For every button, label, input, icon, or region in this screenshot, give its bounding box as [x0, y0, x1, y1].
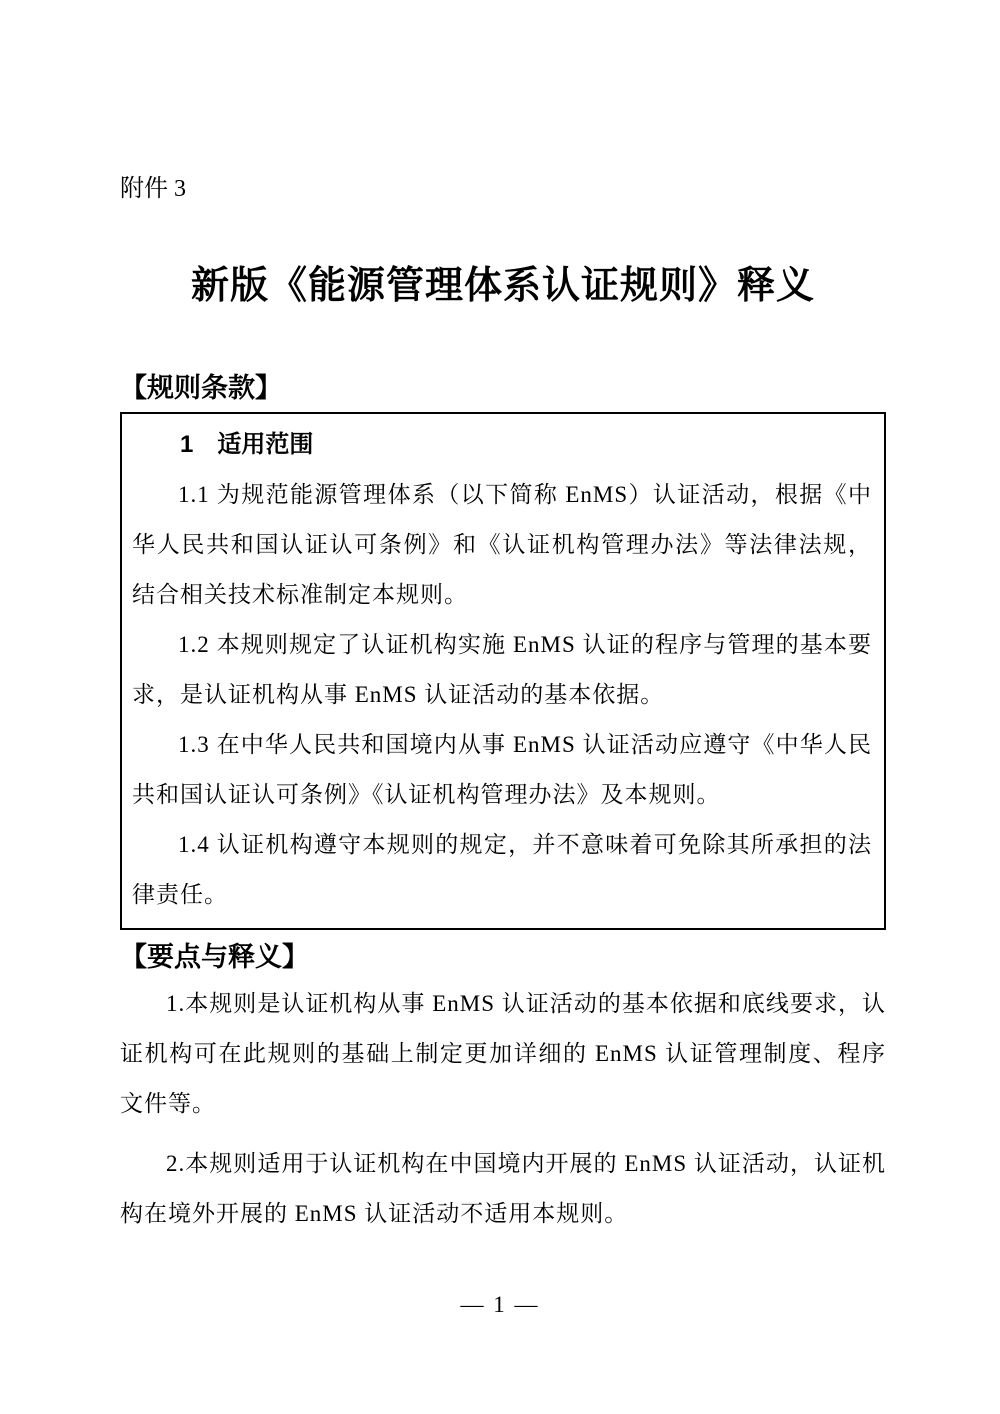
clause-1-4: 1.4 认证机构遵守本规则的规定，并不意味着可免除其所承担的法律责任。	[132, 832, 872, 908]
page-number: — 1 —	[460, 1292, 540, 1317]
clause-1-3: 1.3 在中华人民共和国境内从事 EnMS 认证活动应遵守《中华人民共和国认证认可条例》《认证机构管理办法》及本规则。	[132, 732, 872, 808]
interpretation-paragraph-1: 1.本规则是认证机构从事 EnMS 认证活动的基本依据和底线要求，认证机构可在此规则的基础上制定更加详细的 EnMS 认证管理制度、程序文件等。	[120, 991, 886, 1117]
rule-box-heading-scope: 1 适用范围	[180, 431, 314, 459]
interpretation-paragraph-2: 2.本规则适用于认证机构在中国境内开展的 EnMS 认证活动，认证机构在境外开展的 EnMS 认证活动不适用本规则。	[120, 1151, 886, 1227]
document-title: 新版《能源管理体系认证规则》释义	[190, 264, 815, 307]
clause-1-2: 1.2 本规则规定了认证机构实施 EnMS 认证的程序与管理的基本要求，是认证机构从事 EnMS 认证活动的基本依据。	[132, 632, 872, 708]
section-heading-key-points: 【要点与释义】	[120, 942, 309, 973]
rule-clauses-box	[120, 412, 886, 930]
clause-1-1: 1.1 为规范能源管理体系（以下简称 EnMS）认证活动，根据《中华人民共和国认证认可条例》和《认证机构管理办法》等法律法规，结合相关技术标准制定本规则。	[132, 482, 872, 608]
section-heading-rule-clauses: 【规则条款】	[120, 373, 282, 404]
attachment-label: 附件 3	[120, 176, 186, 202]
